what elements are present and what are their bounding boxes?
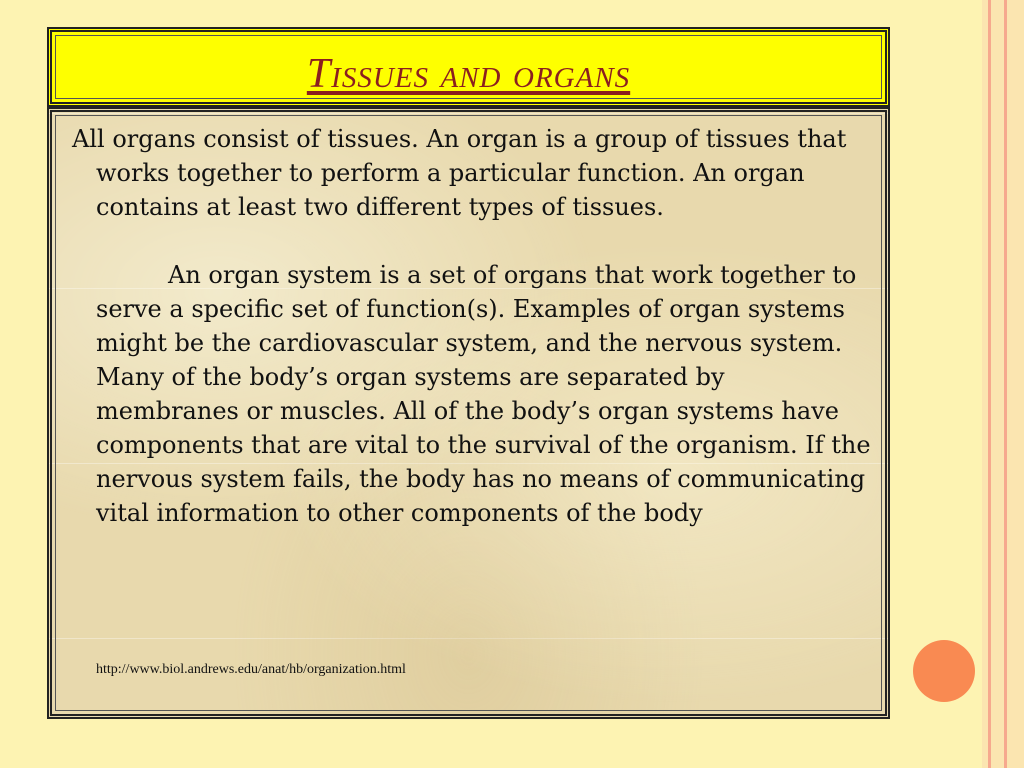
paragraph-organs: All organs consist of tissues. An organ is a group of tissues that works together to perform a particular function. An organ contains at least two different types of tissues.	[72, 125, 847, 221]
stripe-line	[1004, 0, 1007, 768]
slide-title: Tissues and organs	[306, 51, 631, 97]
stripe-line	[988, 0, 991, 768]
content-box	[47, 107, 890, 719]
title-box	[47, 27, 890, 107]
paragraph-organ-systems: An organ system is a set of organs that work together to serve a specific set of function(s). Examples of organ systems might be the cardiovascular system, and the nervous system. Many of the body’s organ systems are separated by membranes or muscles. All of the body’s organ systems have components that are vital to the survival of the organism. If the nervous system fails, the body has no means of communicating vital information to other components of the body	[96, 261, 871, 527]
source-link[interactable]: http://www.biol.andrews.edu/anat/hb/organization.html	[96, 662, 406, 677]
right-decorative-stripe	[982, 0, 1024, 768]
decorative-circle	[913, 640, 975, 702]
